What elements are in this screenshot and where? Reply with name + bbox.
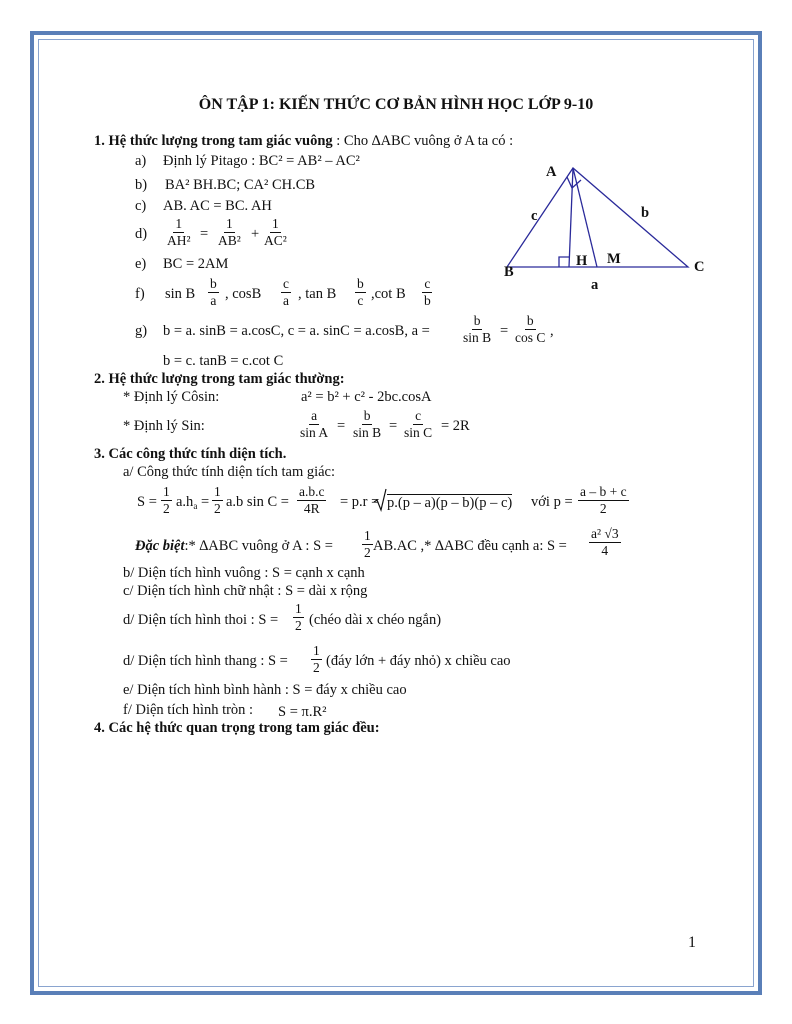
right-angle-A	[567, 177, 581, 188]
fraction-g2-num: b	[526, 313, 534, 328]
fraction-special-1-den: 2	[364, 545, 371, 560]
special-case-right: :* ∆ABC vuông ở A : S =	[184, 538, 333, 554]
fraction-sin-b-den: sin B	[353, 425, 382, 440]
fraction-d1	[165, 216, 193, 249]
vertex-B: B	[504, 264, 514, 280]
fraction-sin-b-num: b	[363, 408, 371, 423]
area-trapezoid: d/ Diện tích hình thang : S =	[123, 653, 288, 669]
fraction-g2-den: cos C	[515, 330, 546, 345]
fraction-special-2-num: a² √3	[591, 526, 619, 541]
fraction-area-abc	[297, 484, 326, 517]
fraction-sin-b	[351, 408, 383, 441]
section-1-intro: : Cho ∆ABC vuông ở A ta có :	[336, 133, 514, 149]
section-3-heading: 3. Các công thức tính diện tích.	[94, 446, 287, 462]
point-M: M	[607, 251, 621, 267]
plus-sign: +	[251, 226, 260, 242]
fraction-rhombus-num: 1	[295, 601, 302, 616]
area-rhombus: d/ Diện tích hình thoi : S =	[123, 612, 279, 628]
fraction-special-2-den: 4	[601, 543, 609, 558]
area-voi-p: với p =	[531, 494, 573, 510]
cosine-label: * Định lý Côsin:	[123, 389, 220, 405]
section-3a-text: a/ Công thức tính diện tích tam giác:	[123, 464, 336, 480]
fraction-f2-num: c	[283, 276, 289, 291]
area-pr: = p.r =	[340, 494, 380, 510]
f-cot-label: ,cot B	[371, 286, 406, 302]
fraction-area-2	[212, 484, 223, 517]
fraction-f1-den: a	[210, 293, 217, 308]
right-angle-H	[559, 257, 569, 267]
fraction-d1-num: 1	[175, 216, 183, 231]
item-b-text: BA² BH.BC; CA² CH.CB	[165, 177, 316, 193]
area-aha-text: a.h	[176, 494, 194, 510]
item-a-text: Định lý Pitago : BC² = AB² – AC²	[163, 153, 360, 169]
fraction-area-abc-den: 4R	[303, 501, 320, 516]
fraction-semi-perimeter-den: 2	[599, 501, 607, 516]
fraction-sin-a-den: sin A	[300, 425, 329, 440]
vertex-C: C	[694, 259, 705, 275]
fraction-trapezoid	[311, 643, 322, 676]
fraction-f2-den: a	[283, 293, 289, 308]
fraction-f4-den: b	[424, 293, 431, 308]
area-circle-formula: S = π.R²	[278, 704, 327, 720]
fraction-g1-num: b	[473, 313, 481, 328]
fraction-sin-c	[402, 408, 434, 441]
fraction-sin-c-den: sin C	[404, 425, 433, 440]
fraction-special-1	[362, 528, 373, 561]
f-cos-label: , cosB	[225, 286, 262, 302]
side-c: c	[531, 208, 538, 224]
fraction-f3-den: c	[357, 293, 364, 308]
fraction-trapezoid-num: 1	[313, 643, 320, 658]
fraction-f1	[208, 276, 219, 309]
item-c-text: AB. AC = BC. AH	[163, 198, 272, 214]
fraction-area-1	[161, 484, 172, 517]
area-trapezoid-tail: (đáy lớn + đáy nhỏ) x chiều cao	[326, 653, 511, 669]
area-heron: p.(p – a)(p – b)(p – c)	[387, 495, 513, 511]
area-circle: f/ Diện tích hình tròn :	[123, 702, 254, 718]
section-1-heading: 1. Hệ thức lượng trong tam giác vuông	[94, 133, 333, 149]
area-aha-sub: a	[193, 501, 198, 511]
area-eq: =	[201, 494, 210, 510]
fraction-area-1-num: 1	[163, 484, 170, 499]
special-case-equilateral: AB.AC ,* ∆ABC đều cạnh a: S =	[373, 538, 567, 554]
eq-sign: =	[200, 226, 209, 242]
fraction-semi-perimeter	[578, 484, 629, 517]
item-d-label: d)	[135, 226, 148, 242]
special-case-label: Đặc biệt	[135, 538, 185, 554]
fraction-f3-num: b	[357, 276, 364, 291]
item-f-label: f)	[135, 286, 145, 302]
fraction-f1-num: b	[210, 276, 217, 291]
fraction-rhombus-den: 2	[295, 618, 302, 633]
fraction-g1	[461, 313, 493, 346]
g-end-comma: ,	[550, 323, 554, 339]
fraction-trapezoid-den: 2	[313, 660, 320, 675]
fraction-f4-num: c	[424, 276, 431, 291]
sine-label: * Định lý Sin:	[123, 418, 205, 434]
fraction-area-abc-num: a.b.c	[299, 484, 325, 499]
item-c-label: c)	[135, 198, 147, 214]
eq-sign-g: =	[500, 323, 509, 339]
fraction-g1-den: sin B	[463, 330, 492, 345]
side-b: b	[641, 205, 650, 221]
area-S-label: S =	[137, 494, 157, 510]
f-sin-label: sin B	[165, 286, 196, 302]
fraction-special-2	[589, 526, 621, 559]
triangle-diagram	[495, 160, 720, 295]
f-tan-label: , tan B	[298, 286, 337, 302]
fraction-d2-den: AB²	[218, 233, 241, 248]
section-1	[94, 133, 513, 150]
area-aha	[176, 494, 197, 515]
item-e-text: BC = 2AM	[163, 256, 229, 272]
side-a: a	[591, 277, 599, 293]
fraction-f3	[355, 276, 366, 309]
point-H: H	[576, 253, 588, 269]
page-number: 1	[688, 934, 696, 951]
fraction-semi-perimeter-num: a – b + c	[580, 484, 627, 499]
special-case	[135, 538, 333, 555]
fraction-d2-num: 1	[226, 216, 233, 231]
fraction-f2	[281, 276, 291, 309]
fraction-rhombus	[293, 601, 304, 634]
area-rhombus-tail: (chéo dài x chéo ngắn)	[309, 612, 442, 628]
fraction-sin-a-num: a	[311, 408, 318, 423]
fraction-g2	[513, 313, 547, 346]
sine-2R: = 2R	[441, 418, 470, 434]
fraction-d1-den: AH²	[167, 233, 191, 248]
item-g-text: b = a. sinB = a.cosC, c = a. sinC = a.cosB, a =	[163, 323, 430, 339]
item-b-label: b)	[135, 177, 148, 193]
fraction-d3-den: AC²	[264, 233, 287, 248]
sqrt-icon	[373, 488, 387, 512]
fraction-area-2-den: 2	[214, 501, 221, 516]
fraction-d2	[216, 216, 243, 249]
vertex-A: A	[546, 164, 557, 180]
fraction-area-1-den: 2	[163, 501, 170, 516]
fraction-area-2-num: 1	[214, 484, 221, 499]
item-a-label: a)	[135, 153, 147, 169]
area-absinC: a.b sin C =	[226, 494, 289, 510]
area-rectangle: c/ Diện tích hình chữ nhật : S = dài x rộng	[123, 583, 368, 599]
fraction-f4	[422, 276, 433, 309]
fraction-d3	[262, 216, 289, 249]
fraction-sin-a	[298, 408, 330, 441]
fraction-sin-c-num: c	[415, 408, 422, 423]
fraction-special-1-num: 1	[364, 528, 371, 543]
section-2-heading: 2. Hệ thức lượng trong tam giác thường:	[94, 371, 345, 387]
page-title: ÔN TẬP 1: KIẾN THỨC CƠ BẢN HÌNH HỌC LỚP 9-10	[198, 96, 594, 113]
eq-sine-2: =	[389, 418, 398, 434]
item-e-label: e)	[135, 256, 147, 272]
area-square: b/ Diện tích hình vuông : S = cạnh x cạnh	[123, 565, 365, 581]
item-g-label: g)	[135, 323, 148, 339]
cosine-formula: a² = b² + c² - 2bc.cosA	[301, 389, 432, 405]
section-4-heading: 4. Các hệ thức quan trọng trong tam giác đều:	[94, 720, 380, 736]
area-parallelogram: e/ Diện tích hình bình hành : S = đáy x chiều cao	[123, 682, 407, 698]
eq-sine-1: =	[337, 418, 346, 434]
item-g2-text: b = c. tanB = c.cot C	[163, 353, 284, 369]
fraction-d3-num: 1	[272, 216, 279, 231]
